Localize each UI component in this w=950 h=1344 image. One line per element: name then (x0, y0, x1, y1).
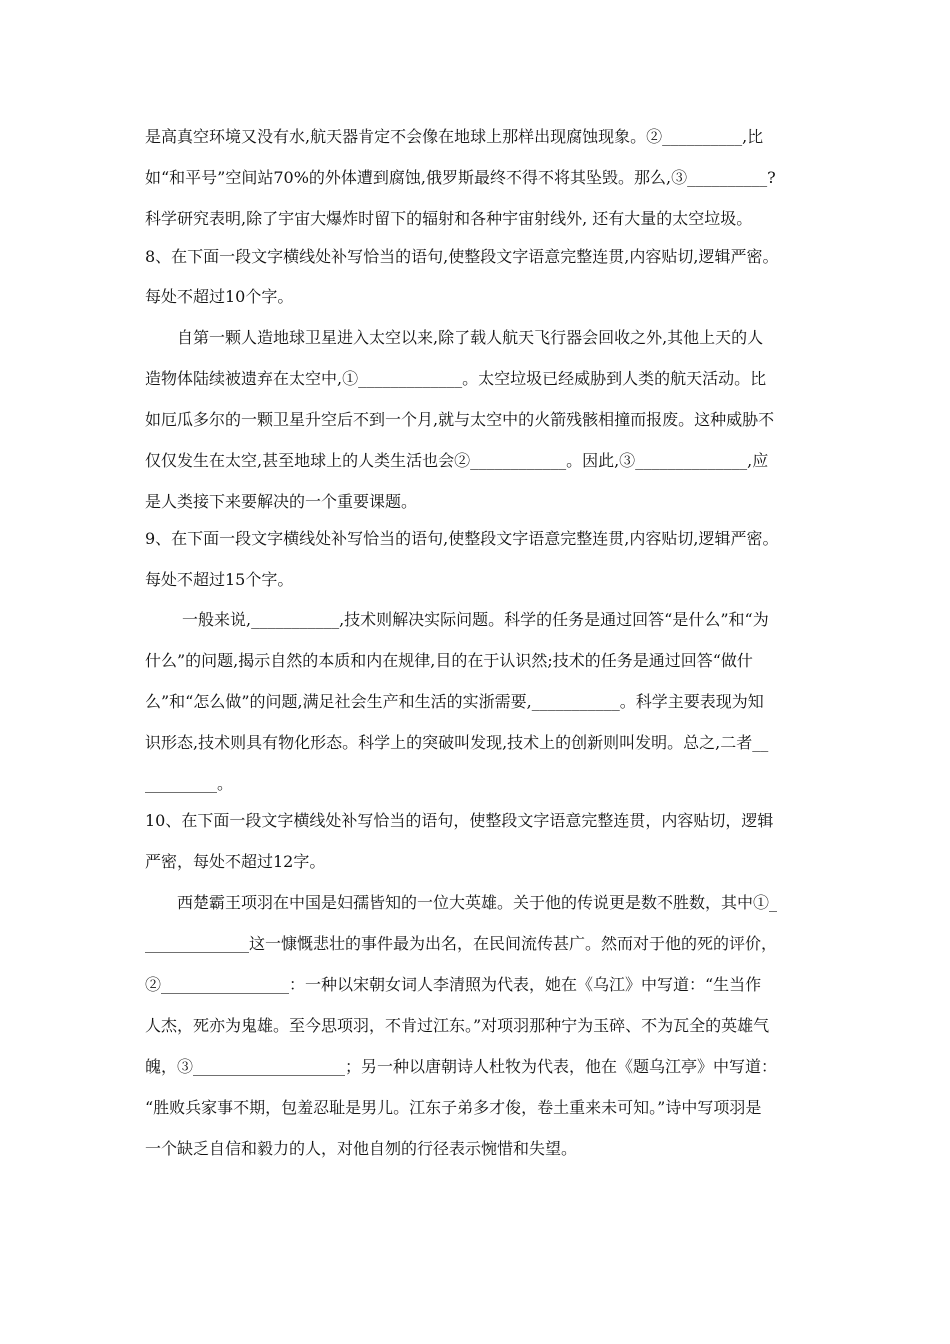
text-line: 是人类接下来要解决的一个重要课题。 (145, 492, 418, 511)
text-line: 如厄瓜多尔的一颗卫星升空后不到一个月,就与太空中的火箭残骸相撞而报废。这种威胁不 (145, 410, 775, 429)
text-line: 西楚霸王项羽在中国是妇孺皆知的一位大英雄。关于他的传说更是数不胜数，其中①_ (177, 893, 778, 912)
text-line: 识形态,技术则具有物化形态。科学上的突破叫发现,技术上的创新则叫发明。总之,二者__ (145, 733, 769, 752)
question-9-requirement: 每处不超过15个字。 (145, 570, 294, 589)
text-line: 人杰，死亦为鬼雄。至今思项羽，不肯过江东。”对项羽那种宁为玉碎、不为瓦全的英雄气 (145, 1016, 770, 1035)
question-10-requirement: 严密，每处不超过12字。 (145, 852, 326, 871)
question-9-heading: 9、在下面一段文字横线处补写恰当的语句,使整段文字语意完整连贯,内容贴切,逻辑严密。 (145, 529, 779, 548)
text-line: _________。 (145, 774, 234, 793)
text-line: 自第一颗人造地球卫星进入太空以来,除了载人航天飞行器会回收之外,其他上天的人 (177, 328, 764, 347)
text-line: 一个缺乏自信和毅力的人，对他自刎的行径表示惋惜和失望。 (145, 1139, 578, 1158)
text-line: 是高真空环境又没有水,航天器肯定不会像在地球上那样出现腐蚀现象。②__________,比 (145, 127, 764, 146)
text-line: 科学研究表明,除了宇宙大爆炸时留下的辐射和各种宇宙射线外, 还有大量的太空垃圾。 (145, 209, 753, 228)
text-line: 仅仅发生在太空,甚至地球上的人类生活也会②____________。因此,③______________,应 (145, 451, 769, 470)
text-line: 魄，③___________________；另一种以唐朝诗人杜牧为代表，他在《题乌江亭》中写道： (145, 1057, 778, 1076)
text-line: 么”和“怎么做”的问题,满足社会生产和生活的实浙需要,___________。科学主要表现为知 (145, 692, 764, 711)
text-line: _____________这一慷慨悲壮的事件最为出名，在民间流传甚广。然而对于他的死的评价， (145, 934, 778, 953)
text-line: 一般来说,___________,技术则解决实际问题。科学的任务是通过回答“是什么”和“为 (182, 610, 769, 629)
question-8-requirement: 每处不超过10个字。 (145, 287, 294, 306)
text-line: “胜败兵家事不期，包羞忍耻是男儿。江东子弟多才俊，卷土重来未可知。”诗中写项羽是 (145, 1098, 762, 1117)
text-line: 造物体陆续被遗弃在太空中,①_____________。太空垃圾已经威胁到人类的航天活动。比 (145, 369, 767, 388)
text-line: 如“和平号”空间站70%的外体遭到腐蚀,俄罗斯最终不得不将其坠毁。那么,③__________? (145, 168, 776, 187)
text-line: ②________________：一种以宋朝女词人李清照为代表，她在《乌江》中写道：“生当作 (145, 975, 762, 994)
text-line: 什么”的问题,揭示自然的本质和内在规律,目的在于认识然;技术的任务是通过回答“做什 (145, 651, 753, 670)
question-8-heading: 8、在下面一段文字横线处补写恰当的语句,使整段文字语意完整连贯,内容贴切,逻辑严密。 (145, 247, 779, 266)
question-10-heading: 10、在下面一段文字横线处补写恰当的语句，使整段文字语意完整连贯，内容贴切，逻辑 (145, 811, 774, 830)
